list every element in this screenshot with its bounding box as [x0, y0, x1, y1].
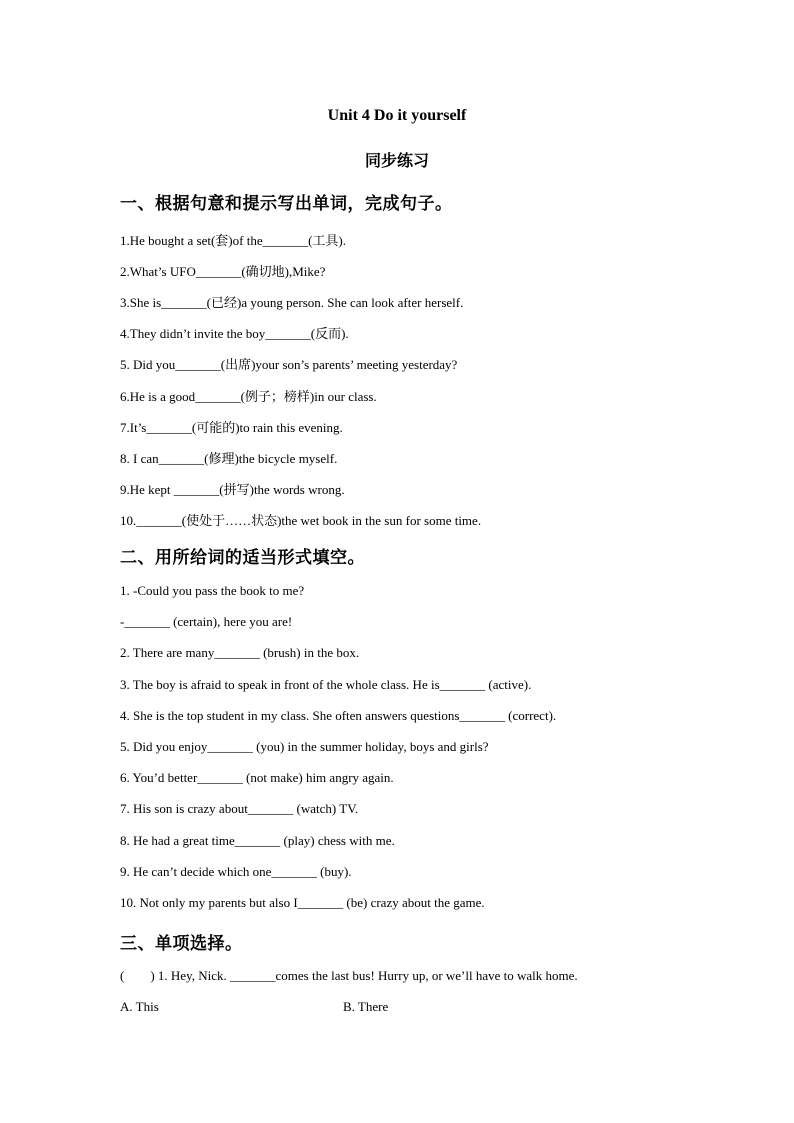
section3-heading: 三、单项选择。 — [120, 934, 243, 954]
section3-question-1: ( ) 1. Hey, Nick. _______comes the last bus! Hurry up, or we’ll have to walk home. — [120, 968, 578, 983]
section2-heading: 二、用所给词的适当形式填空。 — [120, 548, 365, 568]
section2-item-1: 1. -Could you pass the book to me? — [120, 583, 305, 598]
section1-item-5: 5. Did you_______(出席)your son’s parents’ meeting yesterday? — [120, 357, 458, 372]
section1-item-4: 4.They didn’t invite the boy_______(反而). — [120, 326, 349, 341]
page-subtitle: 同步练习 — [364, 151, 429, 170]
section2-item-2: 2. There are many_______ (brush) in the box. — [120, 645, 360, 660]
section2-item-4: 4. She is the top student in my class. She often answers questions_______ (correct). — [120, 708, 557, 723]
section1-item-9: 9.He kept _______(拼写)the words wrong. — [120, 482, 345, 497]
section2-item-7: 7. His son is crazy about_______ (watch) TV. — [120, 801, 359, 816]
section1-heading: 一、根据句意和提示写出单词，完成句子。 — [120, 194, 453, 214]
section2-item-5: 5. Did you enjoy_______ (you) in the summer holiday, boys and girls? — [120, 739, 489, 754]
section2-item-6: 6. You’d better_______ (not make) him angry again. — [120, 770, 394, 785]
section1-item-6: 6.He is a good_______(例子；榜样)in our class. — [120, 389, 377, 404]
section1-item-7: 7.It’s_______(可能的)to rain this evening. — [120, 420, 343, 435]
section1-item-1: 1.He bought a set(套)of the_______(工具). — [120, 233, 347, 248]
section1-item-10: 10._______(使处于……状态)the wet book in the sun for some time. — [120, 513, 482, 528]
option-a: A. This — [120, 999, 159, 1014]
page-title: Unit 4 Do it yourself — [327, 107, 467, 124]
section1-item-8: 8. I can_______(修理)the bicycle myself. — [120, 451, 338, 466]
section2-item-9: 9. He can’t decide which one_______ (buy). — [120, 864, 352, 879]
section2-item-10: 10. Not only my parents but also I_______ (be) crazy about the game. — [120, 895, 485, 910]
section2-item-3: 3. The boy is afraid to speak in front of the whole class. He is_______ (active). — [120, 677, 532, 692]
section2-item-8: 8. He had a great time_______ (play) chess with me. — [120, 833, 395, 848]
section1-item-2: 2.What’s UFO_______(确切地),Mike? — [120, 264, 326, 279]
section2-item-1-answer: -_______ (certain), here you are! — [120, 614, 293, 629]
option-b: B. There — [343, 999, 389, 1014]
section1-item-3: 3.She is_______(已经)a young person. She can look after herself. — [120, 295, 464, 310]
